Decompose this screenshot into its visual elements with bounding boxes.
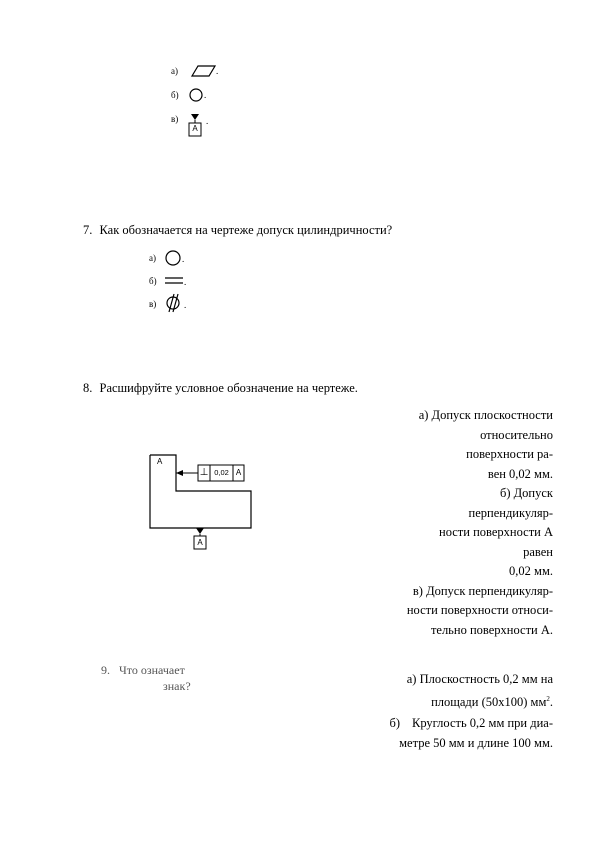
frame-value: 0,02: [214, 468, 229, 477]
q7-heading: [83, 223, 392, 238]
q9-answer-a-line2-row: [389, 690, 553, 713]
q7-text: Как обозначается на чертеже допуск цилиндричности?: [99, 223, 393, 237]
q8-heading: [83, 381, 358, 396]
q9-answer-a-sup: 2: [546, 694, 550, 703]
q9-answer-b-row: [389, 714, 553, 734]
frame-datum: А: [235, 468, 242, 477]
q8-answer-line: тельно поверхности А.: [430, 622, 553, 637]
q7-number: 7.: [83, 223, 93, 237]
perpendicularity-icon: ⊥: [199, 467, 209, 478]
q7-option-b-suffix: .: [184, 277, 187, 287]
q8-answer-line: равен: [523, 544, 553, 559]
q6-option-a-label: а): [171, 66, 178, 76]
q8-answer-line: б) Допуск: [500, 486, 553, 500]
q8-answer-line: а) Допуск плоскостности: [418, 408, 553, 422]
q6-option-b-label: б): [171, 90, 179, 100]
q9-text-line1: Что означает: [119, 663, 185, 677]
q9-answer-b-line1: Круглость 0,2 мм при диа-: [411, 716, 553, 731]
q6-option-a-suffix: .: [216, 66, 219, 76]
datum-letter: А: [197, 538, 203, 547]
q8-answer-line: ности поверхности относи-: [406, 603, 553, 617]
q8-drawing: [140, 445, 270, 555]
cylindricity-icon: [163, 292, 185, 314]
datum-symbol-icon: [188, 113, 202, 137]
circle-icon: [188, 87, 207, 103]
datum-letter: А: [192, 124, 198, 133]
q9-answer-a-line1: а) Плоскостность 0,2 мм на: [406, 672, 553, 686]
q8-answers: [407, 406, 553, 640]
q8-answer-line: ности поверхности А: [439, 525, 553, 539]
q8-answer-line: поверхности ра-: [466, 447, 553, 461]
q9-text-line2: знак?: [163, 679, 191, 693]
q6-option-c-label: в): [171, 114, 179, 124]
q7-option-c-label: в): [149, 299, 157, 309]
q8-answer-line: в) Допуск перпендикуляр-: [412, 583, 553, 598]
q6-option-c-suffix: .: [206, 116, 209, 126]
q6-option-b-suffix: .: [204, 90, 207, 100]
q8-answer-line: 0,02 мм.: [509, 564, 553, 578]
surface-letter: А: [157, 457, 163, 466]
parallelogram-icon: [186, 64, 219, 78]
q9-answer-a-end: .: [549, 694, 553, 709]
q7-option-b-label: б): [149, 276, 157, 286]
q7-option-a-suffix: .: [182, 254, 185, 264]
parallelism-icon: [164, 274, 187, 287]
q9-answer-b-label: б): [389, 716, 400, 731]
q8-answer-line: перпендикуляр-: [468, 505, 553, 520]
q7-option-a-label: а): [149, 253, 156, 263]
q9-answers: [389, 670, 553, 753]
q8-answer-line: вен 0,02 мм.: [487, 466, 553, 481]
q7-option-c-suffix: .: [184, 300, 187, 310]
q9-heading: [101, 663, 185, 678]
q9-answer-a-line2: площади (50х100) мм: [431, 694, 547, 709]
q8-number: 8.: [83, 381, 93, 395]
q9-number: 9.: [101, 663, 110, 677]
q9-answer-b-line2: метре 50 мм и длине 100 мм.: [399, 735, 553, 750]
q8-answer-line: относительно: [480, 427, 553, 442]
circle-icon: [164, 249, 185, 267]
q8-text: Расшифруйте условное обозначение на чертеже.: [99, 381, 358, 395]
